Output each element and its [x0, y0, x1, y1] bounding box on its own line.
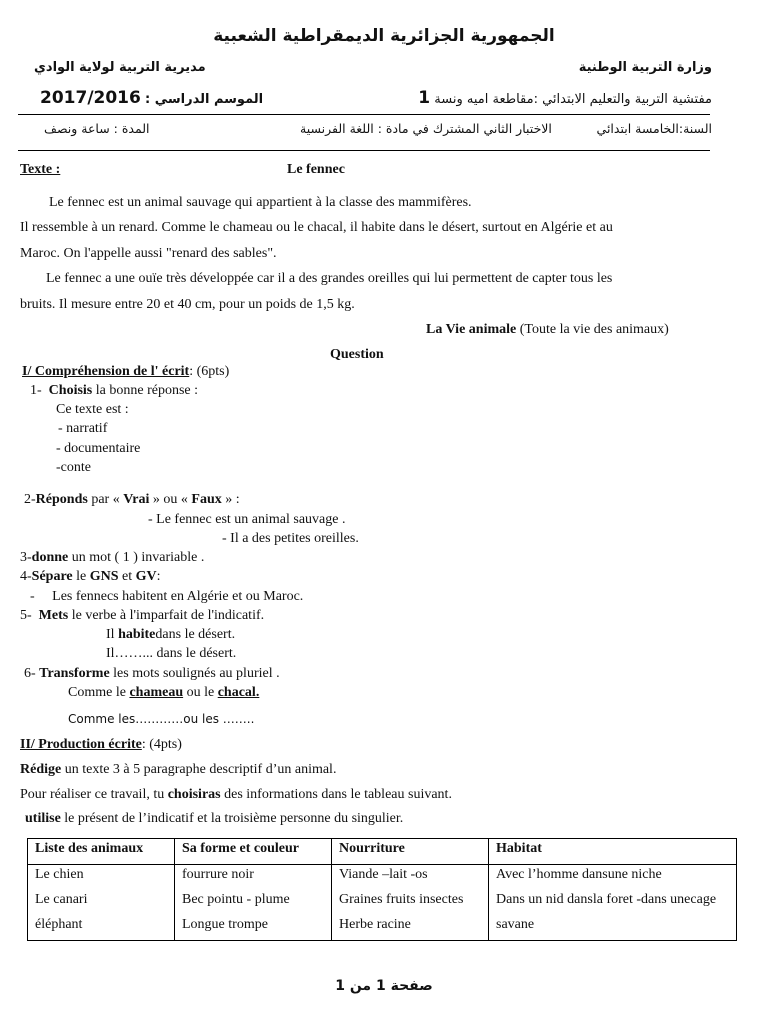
q6-text: les mots soulignés au pluriel . [109, 666, 280, 681]
q5-verb-habite: habite [118, 627, 156, 642]
table-row [28, 865, 737, 891]
table-cell: Dans un nid dansla foret -dans unecage [489, 890, 737, 915]
production-line-2-c: des informations dans le tableau suivant. [220, 787, 452, 802]
text-title: Le fennec [287, 162, 345, 177]
text-source [426, 322, 669, 338]
source-note: (Toute la vie des animaux) [516, 322, 669, 337]
table-row [28, 915, 737, 941]
q2-item-1: - Le fennec est un animal sauvage . [148, 512, 346, 527]
q4-gns: GNS [89, 569, 119, 584]
season-label: الموسم الدراسي : [144, 92, 264, 107]
table-cell: Longue trompe [175, 915, 332, 941]
q4-text-c: : [156, 569, 161, 584]
q6-example-a: Comme le [68, 685, 130, 700]
q2-text-b: » ou « [149, 492, 192, 507]
directorate-label: مديرية التربية لولاية الوادي [34, 60, 206, 75]
q4-text-a: le [72, 569, 90, 584]
q6-word-chacal: chacal. [217, 685, 260, 700]
text-line-4: Le fennec a une ouïe très développée car il a des grandes oreilles qui lui permettent de capter tous les [46, 271, 613, 286]
production-line-2 [20, 787, 452, 803]
duration-label: المدة : ساعة ونصف [44, 121, 150, 136]
q6-blank-line: Comme les…………ou les …….. [68, 712, 255, 726]
q6-line [24, 666, 280, 682]
q3-verb: donne [31, 550, 69, 565]
q5-example [106, 627, 235, 643]
text-line-3: Maroc. On l'appelle aussi "renard des sables". [20, 246, 277, 261]
table-cell: Viande –lait -os [332, 865, 489, 891]
q4-sentence: - Les fennecs habitent en Algérie et ou Maroc. [30, 589, 304, 604]
table-header-food: Nourriture [332, 839, 489, 865]
q5-verb: Mets [38, 608, 69, 623]
q1-number: 1- [30, 383, 42, 398]
ministry-label: وزارة التربية الوطنية [578, 60, 712, 75]
production-line-1-text: un texte 3 à 5 paragraphe descriptif d’un animal. [61, 762, 337, 777]
part2-title: II/ Production écrite [20, 737, 142, 752]
q5-example-c: dans le désert. [155, 627, 236, 642]
animal-info-table [27, 838, 737, 941]
source-book: La Vie animale [426, 322, 517, 337]
header-rule-bottom [18, 150, 710, 151]
q4-verb: Sépare [31, 569, 73, 584]
part2-title-line [20, 737, 182, 753]
q5-text: le verbe à l'imparfait de l'indicatif. [68, 608, 265, 623]
q5-line [20, 608, 264, 624]
q2-item-2: - Il a des petites oreilles. [222, 531, 359, 546]
production-line-3 [25, 811, 403, 827]
q4-number: 4- [20, 569, 32, 584]
q1-verb: Choisis [48, 383, 93, 398]
question-heading: Question [330, 347, 384, 362]
table-cell: Avec l’homme dansune niche [489, 865, 737, 891]
q1-option-3: -conte [56, 460, 91, 475]
table-cell: savane [489, 915, 737, 941]
q4-line [20, 569, 161, 585]
text-line-1: Le fennec est un animal sauvage qui appartient à la classe des mammifères. [49, 195, 472, 210]
table-header-row [28, 839, 737, 865]
table-header-shape: Sa forme et couleur [175, 839, 332, 865]
table-cell: fourrure noir [175, 865, 332, 891]
header-rule-top [18, 114, 710, 115]
table-cell: Bec pointu - plume [175, 890, 332, 915]
q5-blank-line: Il……... dans le désert. [106, 646, 237, 661]
q3-text: un mot ( 1 ) invariable . [68, 550, 205, 565]
q5-number: 5- [20, 608, 32, 623]
table-row [28, 890, 737, 915]
q4-gv: GV [135, 569, 157, 584]
q1-line [30, 383, 198, 399]
exam-label: الاختبار الثاني المشترك في مادة : اللغة الفرنسية [300, 121, 552, 136]
q2-faux: Faux [191, 492, 222, 507]
part2-points: : (4pts) [141, 737, 182, 752]
production-verb-redige: Rédige [20, 762, 62, 777]
q5-example-a: Il [106, 627, 119, 642]
part1-title: I/ Compréhension de l' écrit [22, 364, 190, 379]
q6-verb: Transforme [39, 666, 110, 681]
table-cell: Le canari [28, 890, 175, 915]
q1-option-1: - narratif [58, 421, 108, 436]
text-line-2: Il ressemble à un renard. Comme le chameau ou le chacal, il habite dans le désert, surtout en Algérie et au [20, 220, 613, 235]
q2-line [24, 492, 240, 508]
q6-example [68, 685, 259, 701]
q3-line [20, 550, 204, 566]
inspection-number: 1 [418, 88, 431, 108]
inspection-label: مفتشية التربية والتعليم الابتدائي :مقاطعة اميه ونسة [434, 92, 712, 107]
q1-option-2: - documentaire [56, 441, 141, 456]
table-cell: éléphant [28, 915, 175, 941]
q2-vrai: Vrai [123, 492, 150, 507]
table-cell: Graines fruits insectes [332, 890, 489, 915]
q2-number: 2- [24, 492, 36, 507]
q1-intro: Ce texte est : [56, 402, 129, 417]
season-value: 2017/2016 [40, 88, 141, 108]
q6-example-c: ou le [183, 685, 218, 700]
inspection-line [418, 88, 712, 108]
text-line-5: bruits. Il mesure entre 20 et 40 cm, pour un poids de 1,5 kg. [20, 297, 355, 312]
table-cell: Le chien [28, 865, 175, 891]
level-label: السنة:الخامسة ابتدائي [596, 121, 712, 136]
text-label: Texte : [20, 162, 61, 177]
republic-title: الجمهورية الجزائرية الديمقراطية الشعبية [213, 26, 555, 46]
production-line-2-a: Pour réaliser ce travail, tu [20, 787, 168, 802]
q6-number: 6- [24, 666, 36, 681]
table-header-animals: Liste des animaux [28, 839, 175, 865]
table-header-habitat: Habitat [489, 839, 737, 865]
page-number: صفحة 1 من 1 [335, 978, 433, 994]
part1-points: : (6pts) [189, 364, 230, 379]
q2-text-c: » : [221, 492, 240, 507]
production-line-1 [20, 762, 336, 778]
q2-verb: Réponds [35, 492, 88, 507]
season-line [40, 88, 263, 108]
q2-text-a: par « [87, 492, 124, 507]
q6-word-chameau: chameau [129, 685, 184, 700]
production-line-3-text: le présent de l’indicatif et la troisième personne du singulier. [60, 811, 404, 826]
production-verb-choisiras: choisiras [167, 787, 221, 802]
production-verb-utilise: utilise [25, 811, 61, 826]
q4-text-b: et [118, 569, 136, 584]
table-cell: Herbe racine [332, 915, 489, 941]
q3-number: 3- [20, 550, 32, 565]
part1-title-line [22, 364, 229, 380]
q1-text: la bonne réponse : [92, 383, 198, 398]
